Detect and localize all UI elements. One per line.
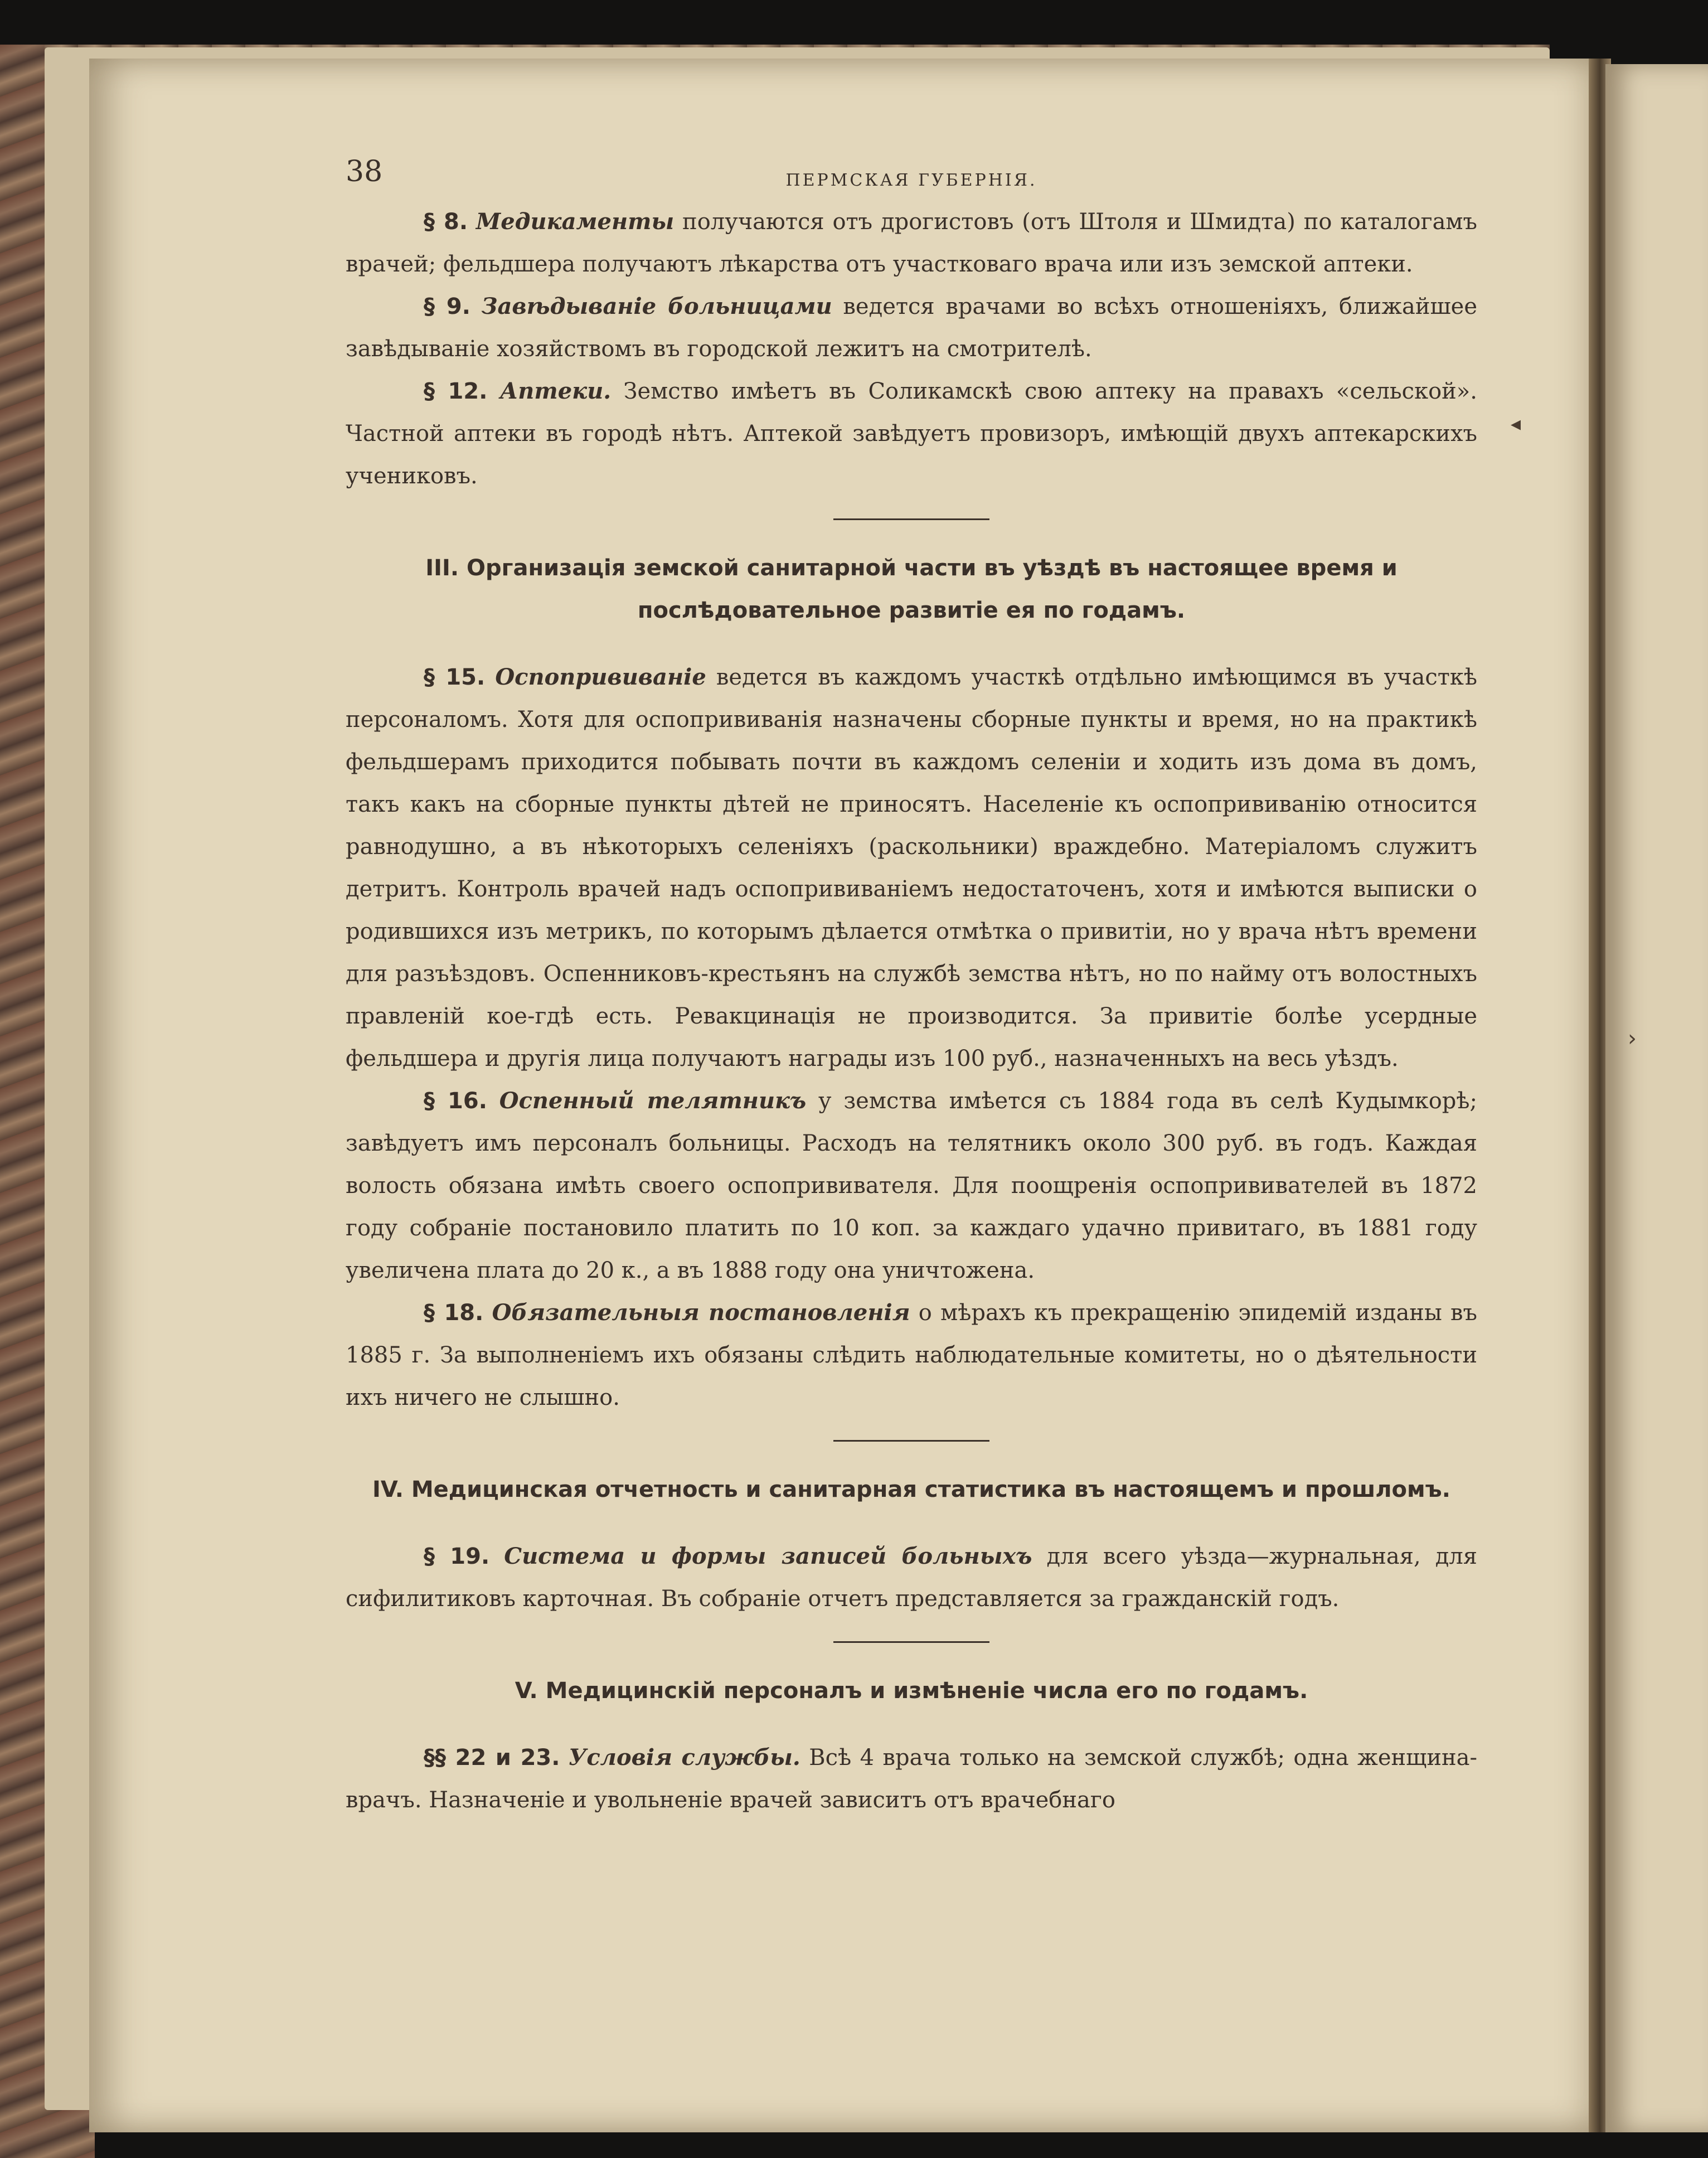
section-text: ведется въ каждомъ участкѣ отдѣльно имѣющимся въ участкѣ персоналомъ. Хотя для оспопрививанія назначены сборные пункты и время, но на практикѣ фельдшерамъ приходится побывать почти въ каждомъ селеніи и ходить изъ дома въ домъ, такъ какъ на сборные пункты дѣтей не приносятъ. Населеніе къ оспопрививанію относится равнодушно, а въ нѣкоторыхъ селеніяхъ (раскольники) враждебно. Матеріаломъ служитъ детритъ. Контроль врачей надъ оспопрививаніемъ недостаточенъ, хотя и имѣются выписки о родившихся изъ метрикъ, по которымъ дѣлается отмѣтка о привитіи, но у врача нѣтъ времени для разъѣздовъ. Оспенниковъ-крестьянъ на службѣ земства нѣтъ, но по найму отъ волостныхъ правленій кое-гдѣ есть. Ревакцинація не производится. За привитіе болѣе усердные фельдшера и другія лица получаютъ награды изъ 100 руб., назначенныхъ на весь уѣздъ. — [346, 665, 1478, 1071]
paragraph-12 — [346, 370, 1477, 497]
section-text: для всего уѣзда—журнальная, для сифилитиковъ карточная. Въ собраніе отчетъ представляется за гражданскій годъ. — [346, 1544, 1478, 1612]
section-mark: § 9. — [424, 294, 470, 319]
section-label: Медикаменты — [475, 208, 675, 235]
section-heading-iv: IV. Медицинская отчетность и санитарная статистика въ настоящемъ и прошломъ. — [372, 1477, 1450, 1502]
section-divider — [833, 1440, 989, 1442]
section-heading-v: V. Медицинскій персоналъ и измѣненіе числа его по годамъ. — [515, 1678, 1308, 1704]
paragraph-8 — [346, 201, 1477, 285]
margin-chevron-icon: › — [1628, 1026, 1637, 1051]
paragraph-9 — [346, 285, 1477, 370]
section-label: Условія службы. — [568, 1744, 800, 1771]
section-mark: § 8. — [424, 209, 468, 235]
paragraph-16 — [346, 1080, 1477, 1292]
paragraph-15 — [346, 656, 1477, 1080]
page-text — [346, 139, 1477, 1821]
section-label: Оспопрививаніе — [495, 664, 706, 690]
facing-page — [1605, 64, 1708, 2132]
section-mark: § 19. — [424, 1544, 490, 1569]
section-mark: § 15. — [424, 665, 486, 690]
section-divider — [833, 518, 989, 520]
section-label: Обязательныя постановленія — [492, 1299, 910, 1326]
section-heading-iii: III. Организація земской санитарной части въ уѣздѣ въ настоящее время и послѣдовательное развитіе ея по годамъ. — [425, 555, 1398, 623]
section-label: Завѣдываніе больницами — [481, 293, 832, 319]
paragraph-18 — [346, 1292, 1477, 1419]
section-text: у земства имѣется съ 1884 года въ селѣ Кудымкорѣ; завѣдуетъ имъ персоналъ больницы. Расходъ на телятникъ около 300 руб. въ годъ. Каждая волость обязана имѣть своего оспопрививателя. Для поощренія оспопрививателей въ 1872 году собраніе постановило платить по 10 коп. за каждаго удачно привитаго, въ 1881 году увеличена плата до 20 к., а въ 1888 году она уничтожена. — [346, 1088, 1477, 1283]
paragraph-19 — [346, 1535, 1477, 1620]
section-label: Аптеки. — [499, 378, 612, 404]
section-divider — [833, 1641, 989, 1643]
page-number: 38 — [346, 155, 383, 188]
section-text: Земство имѣетъ въ Соликамскѣ свою аптеку на правахъ «сельской». Частной аптеки въ городѣ нѣтъ. Аптекой завѣдуетъ провизоръ, имѣющій двухъ аптекарскихъ учениковъ. — [346, 379, 1477, 489]
paragraph-22-23 — [346, 1737, 1477, 1821]
section-label: Система и формы записей больныхъ — [504, 1543, 1032, 1569]
section-text: Всѣ 4 врача только на земской службѣ; одна женщина-врачъ. Назначеніе и увольненіе врачей зависитъ отъ врачебнаго — [346, 1745, 1478, 1813]
section-text: о мѣрахъ къ прекращенію эпидемій изданы въ 1885 г. За выполненіемъ ихъ обязаны слѣдить наблюдательные комитеты, но о дѣятельности ихъ ничего не слышно. — [346, 1300, 1478, 1410]
section-mark: §§ 22 и 23. — [424, 1745, 560, 1771]
section-text: ведется врачами во всѣхъ отношеніяхъ, ближайшее завѣдываніе хозяйствомъ въ городской лежитъ на смотрителѣ. — [346, 294, 1478, 362]
section-text: получаются отъ дрогистовъ (отъ Штоля и Шмидта) по каталогамъ врачей; фельдшера получаютъ лѣкарства отъ участковаго врача или изъ земской аптеки. — [346, 209, 1477, 277]
margin-arrow-icon: ◂ — [1511, 413, 1521, 435]
section-mark: § 12. — [424, 379, 488, 404]
running-title: ПЕРМСКАЯ ГУБЕРНIЯ. — [785, 171, 1037, 190]
running-header — [346, 139, 1477, 201]
section-mark: § 18. — [424, 1300, 484, 1326]
section-mark: § 16. — [424, 1088, 487, 1114]
section-label: Оспенный телятникъ — [499, 1088, 807, 1114]
